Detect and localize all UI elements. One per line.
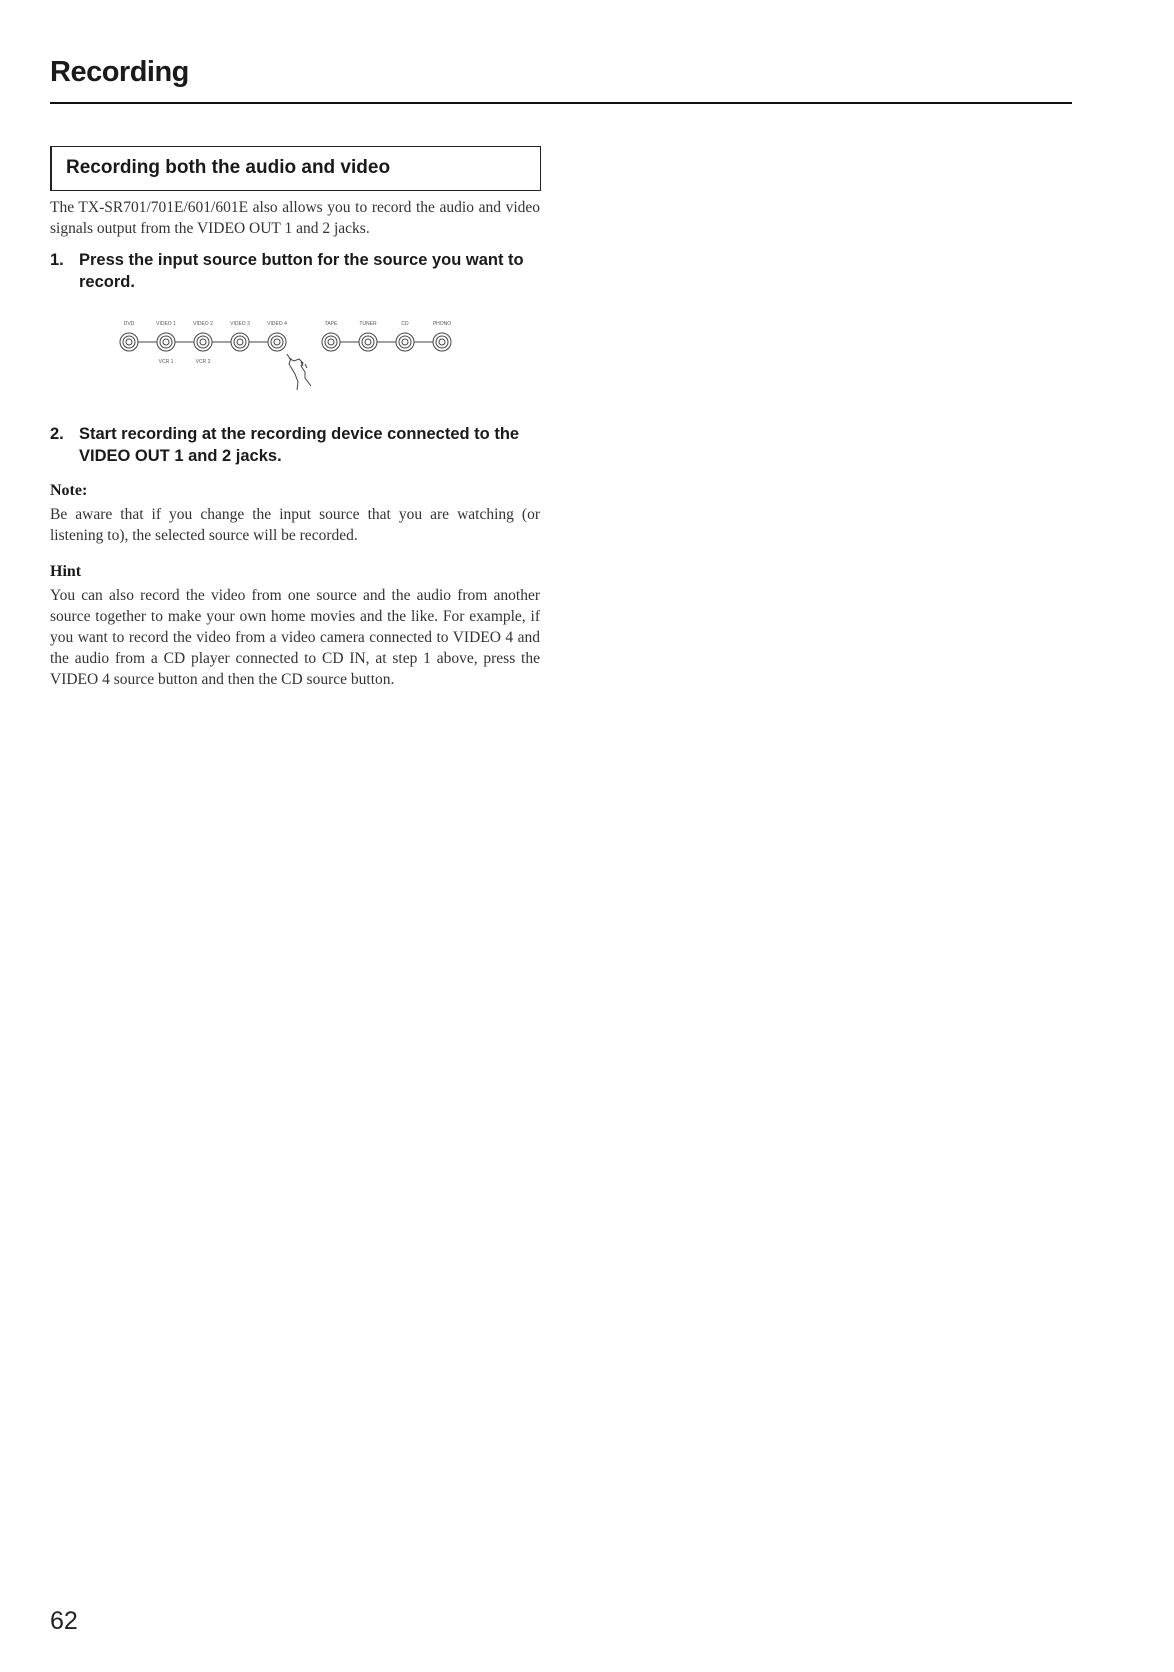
step-1-text: Press the input source button for the source you want to record.	[79, 251, 524, 291]
source-button-video3	[231, 333, 249, 351]
button-label: TUNER	[359, 321, 377, 327]
source-button-phono	[433, 333, 451, 351]
title-rule	[50, 102, 1072, 104]
section-heading: Recording both the audio and video	[66, 157, 391, 178]
step-1-number: 1.	[50, 251, 64, 269]
source-button-tape	[322, 333, 340, 351]
source-button-video1	[157, 333, 175, 351]
source-button-dvd	[120, 333, 138, 351]
page-title: Recording	[50, 56, 189, 88]
section-heading-box	[50, 146, 541, 191]
button-label: VIDEO 3	[230, 321, 250, 327]
step-1	[50, 249, 542, 293]
intro-paragraph: The TX-SR701/701E/601/601E also allows you to record the audio and video signals output from the VIDEO OUT 1 and 2 jacks.	[50, 199, 540, 237]
source-buttons-diagram	[115, 318, 485, 398]
note-heading: Note:	[50, 482, 88, 499]
step-2-number: 2.	[50, 425, 64, 443]
button-label: VIDEO 2	[193, 321, 213, 327]
note-text: Be aware that if you change the input source that you are watching (or listening to), the selected source will be recorded.	[50, 506, 540, 544]
hint-heading: Hint	[50, 563, 82, 580]
button-label: TAPE	[324, 321, 338, 327]
button-label: PHONO	[432, 321, 452, 327]
pointing-hand-icon	[287, 354, 311, 390]
button-label: VIDEO 1	[156, 321, 176, 327]
button-sublabel: VCR 1	[158, 359, 174, 365]
button-label: VIDEO 4	[267, 321, 287, 327]
button-label: DVD	[123, 321, 135, 327]
step-2-text: Start recording at the recording device connected to the VIDEO OUT 1 and 2 jacks.	[79, 425, 520, 465]
button-sublabel: VCR 2	[195, 359, 211, 365]
page-number: 62	[50, 1607, 78, 1635]
source-buttons-illustration	[115, 318, 485, 398]
step-2	[50, 423, 542, 467]
source-button-video2	[194, 333, 212, 351]
button-label: CD	[401, 321, 409, 327]
source-button-video4	[268, 333, 286, 351]
hint-text: You can also record the video from one source and the audio from another source together to make your own home movies and the like. For example, if you want to record the video from a video camera connected to VIDEO 4 and the audio from a CD player connected to CD IN, at step 1 above, press the VIDEO 4 source button and then the CD source button.	[50, 587, 540, 688]
source-button-tuner	[359, 333, 377, 351]
source-button-cd	[396, 333, 414, 351]
